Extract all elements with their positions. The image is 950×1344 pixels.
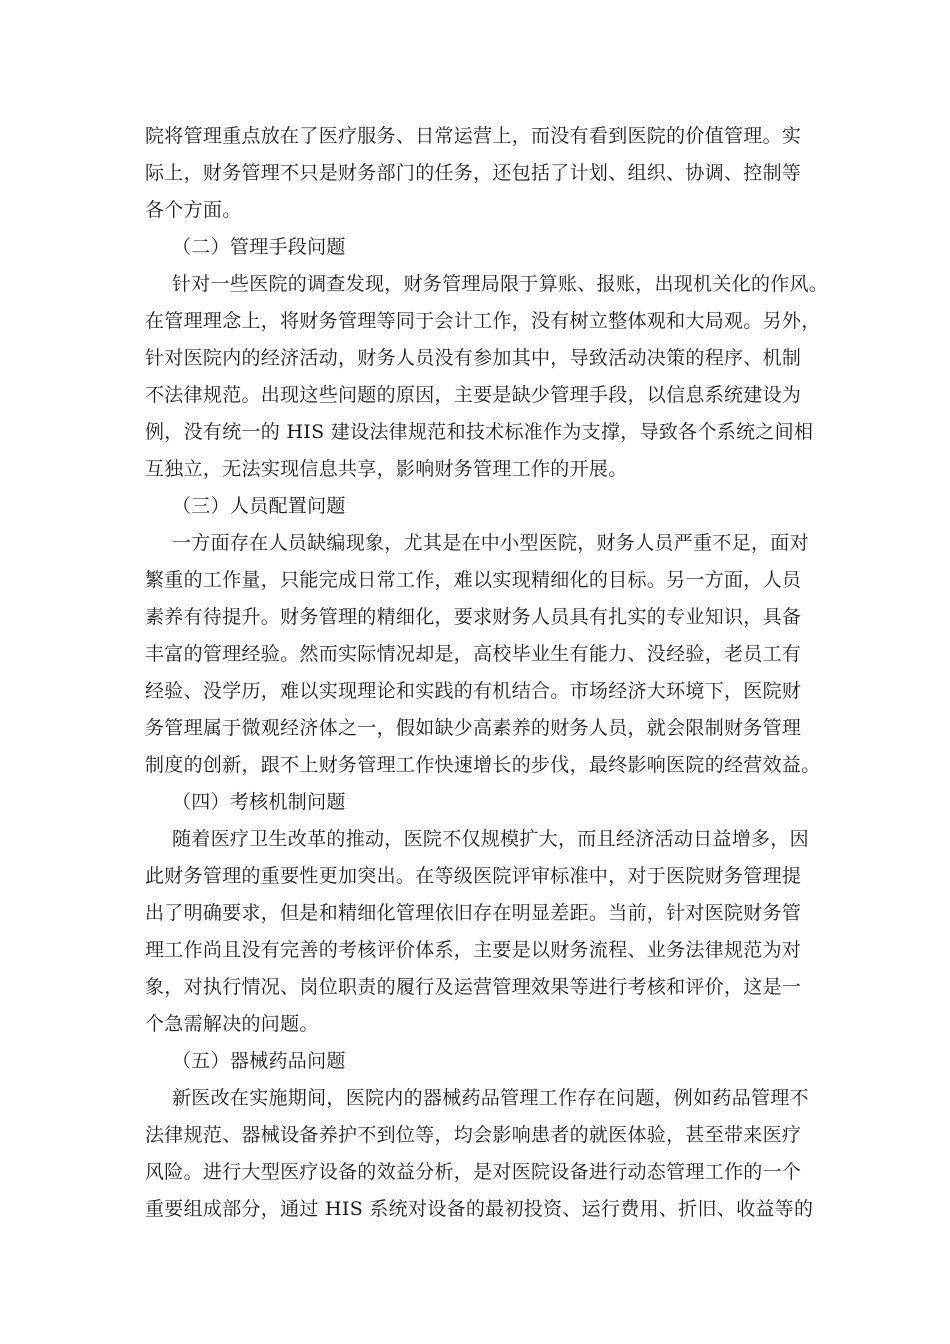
paragraph-3-line-3: 素养有待提升。财务管理的精细化，要求财务人员具有扎实的专业知识，具备 bbox=[145, 606, 802, 628]
paragraph-2-line-4: 不法律规范。出现这些问题的原因，主要是缺少管理手段，以信息系统建设为 bbox=[145, 384, 802, 406]
paragraph-1-line-2: 际上，财务管理不只是财务部门的任务，还包括了计划、组织、协调、控制等 bbox=[145, 162, 802, 184]
paragraph-4-line-3: 出了明确要求，但是和精细化管理依旧存在明显差距。当前，针对医院财务管 bbox=[145, 902, 802, 924]
paragraph-3-line-2: 繁重的工作量，只能完成日常工作，难以实现精细化的目标。另一方面，人员 bbox=[145, 569, 802, 591]
section-heading-4: （四）考核机制问题 bbox=[172, 791, 346, 813]
paragraph-4-line-5: 象，对执行情况、岗位职责的履行及运营管理效果等进行考核和评价，这是一 bbox=[145, 976, 802, 998]
paragraph-5-line-1: 新医改在实施期间，医院内的器械药品管理工作存在问题，例如药品管理不 bbox=[172, 1087, 809, 1109]
paragraph-1-line-1: 院将管理重点放在了医疗服务、日常运营上，而没有看到医院的价值管理。实 bbox=[145, 125, 802, 147]
paragraph-5-line-3: 风险。进行大型医疗设备的效益分析，是对医院设备进行动态管理工作的一个 bbox=[145, 1161, 802, 1183]
paragraph-3-line-6: 务管理属于微观经济体之一，假如缺少高素养的财务人员，就会限制财务管理 bbox=[145, 717, 802, 739]
paragraph-3-line-4: 丰富的管理经验。然而实际情况却是，高校毕业生有能力、没经验，老员工有 bbox=[145, 643, 802, 665]
section-heading-2: （二）管理手段问题 bbox=[172, 236, 346, 258]
paragraph-2-line-3: 针对医院内的经济活动，财务人员没有参加其中，导致活动决策的程序、机制 bbox=[145, 347, 802, 369]
paragraph-1-line-3: 各个方面。 bbox=[145, 199, 242, 221]
paragraph-3-line-5: 经验、没学历，难以实现理论和实践的有机结合。市场经济大环境下，医院财 bbox=[145, 680, 802, 702]
paragraph-4-line-2: 此财务管理的重要性更加突出。在等级医院评审标准中，对于医院财务管理提 bbox=[145, 865, 802, 887]
paragraph-5-line-2: 法律规范、器械设备养护不到位等，均会影响患者的就医体验，甚至带来医疗 bbox=[145, 1124, 802, 1146]
paragraph-2-line-5: 例，没有统一的 HIS 建设法律规范和技术标准作为支撑，导致各个系统之间相 bbox=[145, 421, 814, 443]
paragraph-2-line-2: 在管理理念上，将财务管理等同于会计工作，没有树立整体观和大局观。另外， bbox=[145, 310, 821, 332]
paragraph-3-line-7: 制度的创新，跟不上财务管理工作快速增长的步伐，最终影响医院的经营效益。 bbox=[145, 754, 821, 776]
paragraph-5-line-4: 重要组成部分，通过 HIS 系统对设备的最初投资、运行费用、折旧、收益等的 bbox=[145, 1198, 814, 1220]
paragraph-4-line-6: 个急需解决的问题。 bbox=[145, 1013, 319, 1035]
paragraph-2-line-6: 互独立，无法实现信息共享，影响财务管理工作的开展。 bbox=[145, 458, 628, 480]
paragraph-4-line-1: 随着医疗卫生改革的推动，医院不仅规模扩大，而且经济活动日益增多，因 bbox=[172, 828, 809, 850]
paragraph-3-line-1: 一方面存在人员缺编现象，尤其是在中小型医院，财务人员严重不足，面对 bbox=[172, 532, 809, 554]
paragraph-2-line-1: 针对一些医院的调查发现，财务管理局限于算账、报账，出现机关化的作风。 bbox=[172, 273, 829, 295]
section-heading-3: （三）人员配置问题 bbox=[172, 495, 346, 517]
section-heading-5: （五）器械药品问题 bbox=[172, 1050, 346, 1072]
paragraph-4-line-4: 理工作尚且没有完善的考核评价体系，主要是以财务流程、业务法律规范为对 bbox=[145, 939, 802, 961]
